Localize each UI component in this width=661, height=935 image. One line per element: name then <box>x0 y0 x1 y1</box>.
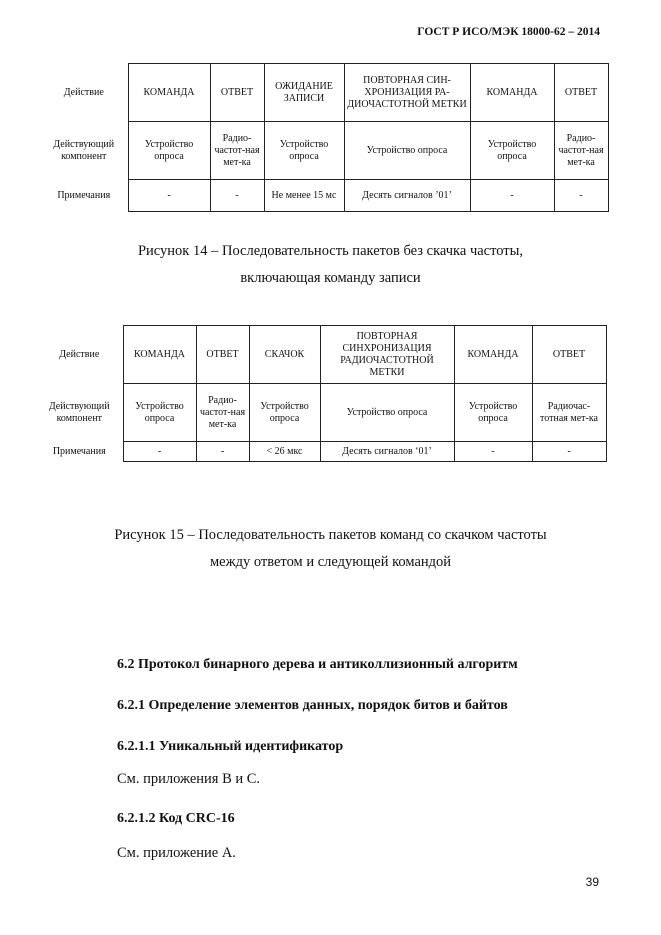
figure-14-caption-line-1: Рисунок 14 – Последовательность пакетов без скачка частоты, <box>137 243 524 259</box>
figure-14-caption-line-2: включающая команду записи <box>240 270 421 286</box>
component-row <box>36 384 606 442</box>
note-cell: - <box>196 442 249 462</box>
row-label-notes: Примечания <box>57 189 111 201</box>
action-cell: ОТВЕТ <box>532 326 606 384</box>
component-cell: Радио-частот-ная мет-ка <box>554 122 608 180</box>
action-cell: ОТВЕТ <box>210 64 264 122</box>
action-cell: СКАЧОК <box>249 326 320 384</box>
figure-15-caption-line-1: Рисунок 15 – Последовательность пакетов команд со скачком частоты <box>114 527 547 543</box>
note-cell: - <box>470 180 554 212</box>
action-cell: ОЖИДАНИЕ ЗАПИСИ <box>264 64 344 122</box>
component-cell: Радио-частот-ная мет-ка <box>210 122 264 180</box>
action-cell: ПОВТОРНАЯ СИНХРОНИЗАЦИЯ РАДИОЧАСТОТНОЙ МЕТКИ <box>320 326 454 384</box>
note-cell: - <box>123 442 196 462</box>
action-cell: КОМАНДА <box>470 64 554 122</box>
action-cell: ОТВЕТ <box>554 64 608 122</box>
component-cell: Устройство опроса <box>344 122 470 180</box>
note-cell: Не менее 15 мс <box>264 180 344 212</box>
section-heading-6-2: 6.2 Протокол бинарного дерева и антиколлизионный алгоритм <box>117 657 518 672</box>
section-heading-6-2-1: 6.2.1 Определение элементов данных, порядок битов и байтов <box>117 698 508 713</box>
note-cell: - <box>454 442 532 462</box>
paragraph-6-2-1-1: См. приложения B и C. <box>117 771 261 787</box>
component-cell: Устройство опроса <box>249 384 320 442</box>
figure-15-sequence-table <box>36 325 607 462</box>
action-cell: КОМАНДА <box>454 326 532 384</box>
note-cell: < 26 мкс <box>249 442 320 462</box>
component-cell: Устройство опроса <box>264 122 344 180</box>
note-cell: Десять сигналов ’01’ <box>344 180 470 212</box>
notes-row <box>40 180 608 212</box>
component-cell: Устройство опроса <box>470 122 554 180</box>
paragraph-6-2-1-2: См. приложение A. <box>117 845 236 861</box>
section-heading-6-2-1-1: 6.2.1.1 Уникальный идентификатор <box>117 739 344 754</box>
note-cell: - <box>128 180 210 212</box>
figure-15-caption-line-2: между ответом и следующей командой <box>209 554 452 570</box>
note-cell: - <box>554 180 608 212</box>
section-heading-6-2-1-2: 6.2.1.2 Код CRC-16 <box>117 811 235 826</box>
document-header: ГОСТ Р ИСО/МЭК 18000-62 – 2014 <box>417 26 600 38</box>
row-label-component: Действующий компонент <box>48 400 110 424</box>
action-row <box>40 64 608 122</box>
row-label-action: Действие <box>63 86 104 98</box>
note-cell: - <box>210 180 264 212</box>
note-cell: - <box>532 442 606 462</box>
notes-row <box>36 442 606 462</box>
action-cell: ПОВТОРНАЯ СИН-ХРОНИЗАЦИЯ РА-ДИОЧАСТОТНОЙ МЕТКИ <box>344 64 470 122</box>
action-row <box>36 326 606 384</box>
component-row <box>40 122 608 180</box>
component-cell: Радиочас-тотная мет-ка <box>532 384 606 442</box>
row-label-notes: Примечания <box>52 445 106 457</box>
action-cell: КОМАНДА <box>123 326 196 384</box>
row-label-action: Действие <box>59 348 100 360</box>
component-cell: Устройство опроса <box>454 384 532 442</box>
page-number: 39 <box>585 875 599 889</box>
action-cell: ОТВЕТ <box>196 326 249 384</box>
action-cell: КОМАНДА <box>128 64 210 122</box>
row-label-component: Действующий компонент <box>53 138 115 162</box>
component-cell: Устройство опроса <box>320 384 454 442</box>
component-cell: Устройство опроса <box>123 384 196 442</box>
note-cell: Десять сигналов ‘01’ <box>320 442 454 462</box>
component-cell: Устройство опроса <box>128 122 210 180</box>
figure-14-sequence-table <box>40 63 609 212</box>
component-cell: Радио-частот-ная мет-ка <box>196 384 249 442</box>
